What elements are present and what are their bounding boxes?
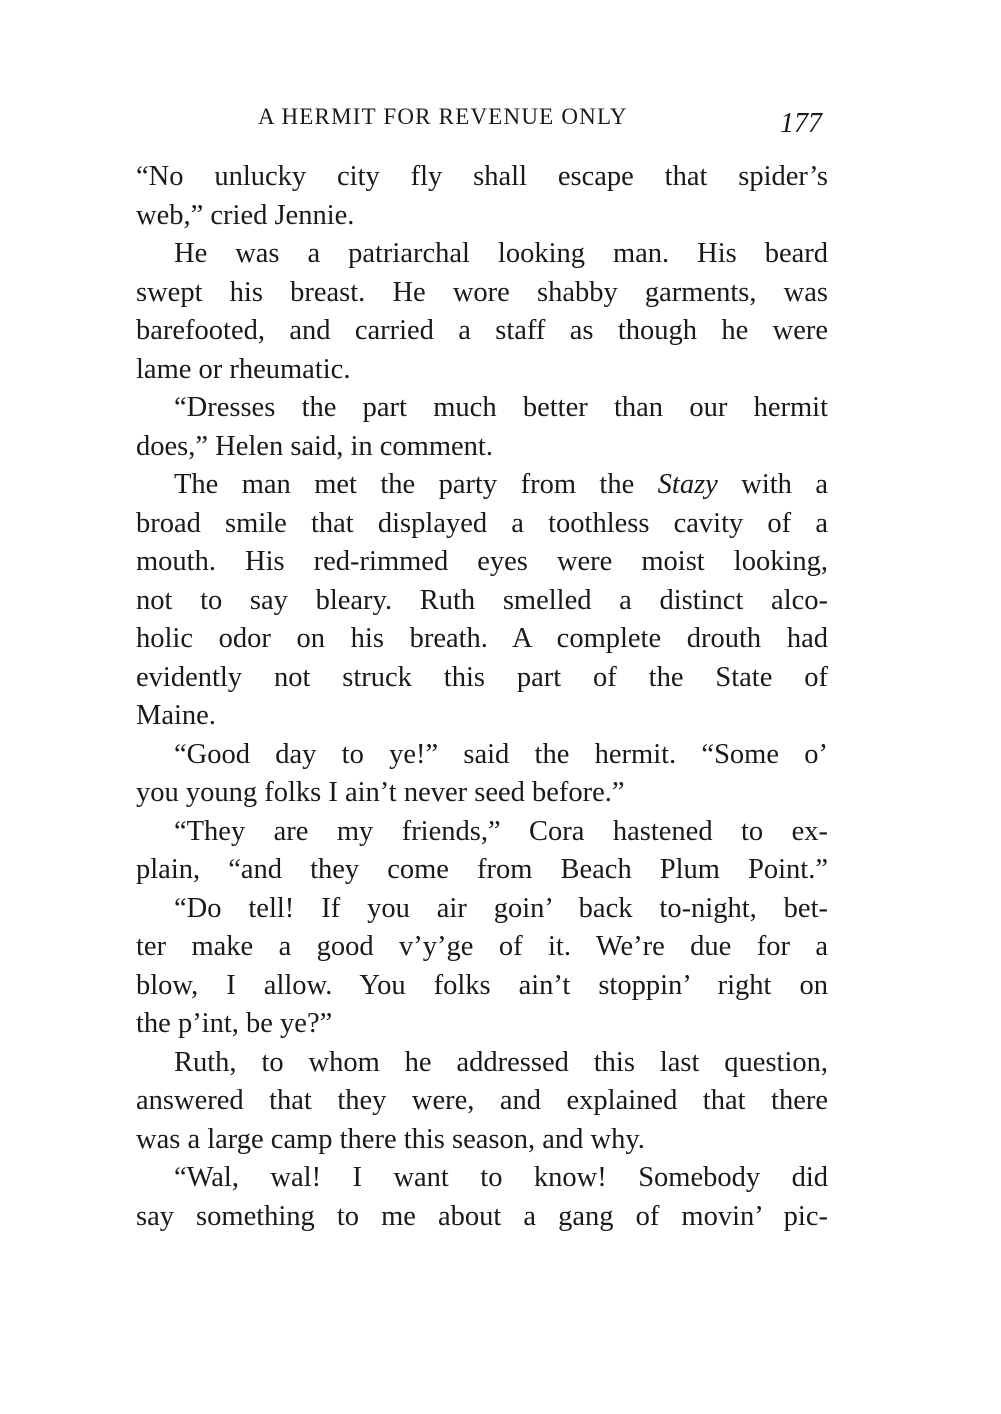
text-line: web,” cried Jennie. bbox=[136, 199, 355, 231]
text-line: was a large camp there this season, and why. bbox=[136, 1123, 645, 1155]
text-line: “Good day to ye!” said the hermit. “Some o’ bbox=[174, 738, 828, 770]
text-line: “They are my friends,” Cora hastened to ex- bbox=[174, 815, 828, 847]
text-segment: with a bbox=[717, 469, 828, 500]
text-line: mouth. His red-rimmed eyes were moist looking, bbox=[136, 546, 828, 577]
text-line: not to say bleary. Ruth smelled a distinct alco- bbox=[136, 584, 828, 616]
text-line: He was a patriarchal looking man. His beard bbox=[174, 238, 828, 269]
text-line: barefooted, and carried a staff as though he were bbox=[136, 315, 828, 346]
text-line: evidently not struck this part of the State of bbox=[136, 661, 828, 693]
body-text bbox=[136, 158, 828, 1236]
text-line: Maine. bbox=[136, 700, 216, 731]
running-title: A HERMIT FOR REVENUE ONLY bbox=[258, 104, 628, 129]
text-line: broad smile that displayed a toothless cavity of a bbox=[136, 507, 828, 539]
text-line: blow, I allow. You folks ain’t stoppin’ right on bbox=[136, 969, 828, 1001]
text-line: lame or rheumatic. bbox=[136, 353, 351, 385]
text-line: holic odor on his breath. A complete drouth had bbox=[136, 623, 828, 654]
text-line: Ruth, to whom he addressed this last question, bbox=[174, 1046, 828, 1078]
text-line: “Do tell! If you air goin’ back to-night, bet- bbox=[174, 892, 828, 924]
text-line: you young folks I ain’t never seed before.” bbox=[136, 777, 625, 808]
text-line: “Wal, wal! I want to know! Somebody did bbox=[174, 1162, 828, 1193]
text-line: ter make a good v’y’ge of it. We’re due for a bbox=[136, 931, 828, 962]
text-line: “Dresses the part much better than our hermit bbox=[174, 392, 828, 423]
text-line: answered that they were, and explained that there bbox=[136, 1085, 828, 1116]
text-line: swept his breast. He wore shabby garments, was bbox=[136, 276, 828, 308]
text-line: “No unlucky city fly shall escape that spider’s bbox=[136, 161, 828, 192]
text-line: the p’int, be ye?” bbox=[136, 1008, 333, 1039]
boat-name: Stazy bbox=[657, 469, 718, 500]
text-line: does,” Helen said, in comment. bbox=[136, 430, 493, 462]
text-segment: The man met the party from the bbox=[174, 469, 658, 500]
page-number: 177 bbox=[780, 108, 822, 139]
text-line: say something to me about a gang of movin’ pic- bbox=[136, 1200, 828, 1232]
text-line: plain, “and they come from Beach Plum Point.” bbox=[136, 854, 828, 885]
text-line bbox=[136, 466, 828, 505]
